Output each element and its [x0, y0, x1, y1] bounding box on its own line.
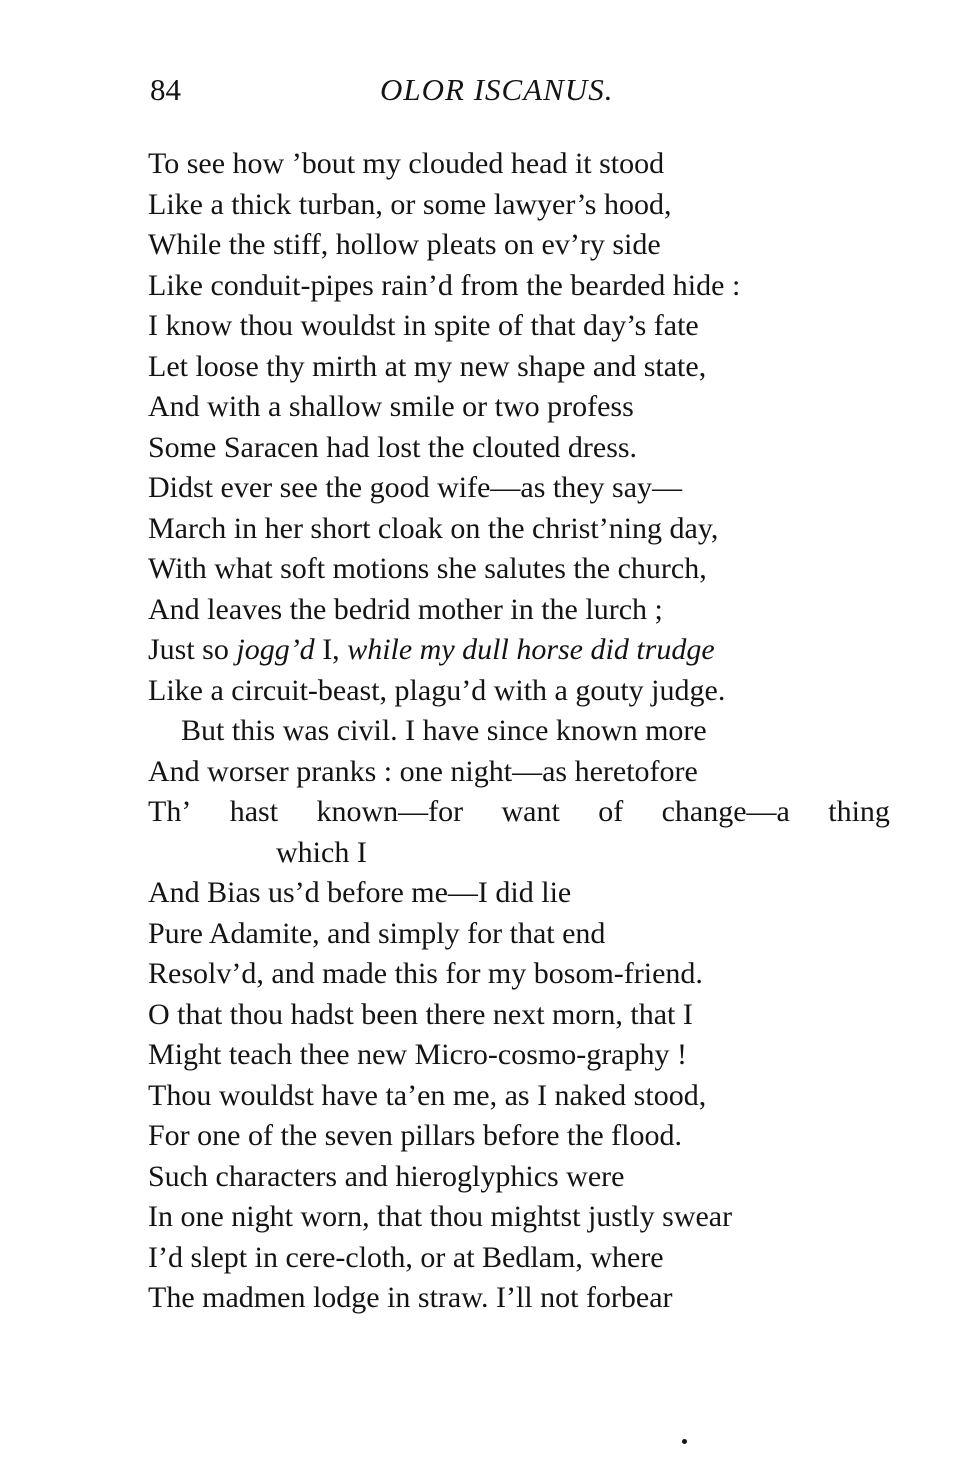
poem-line-mixed-italic — [148, 630, 908, 671]
poem-line: Thou wouldst have ta’en me, as I naked stood, — [148, 1078, 707, 1112]
poem-line: Might teach thee new Micro-cosmo-graphy ! — [148, 1038, 687, 1071]
poem-line: And with a shallow smile or two profess — [148, 390, 634, 423]
poem-line: O that thou hadst been there next morn, that I — [148, 997, 693, 1031]
page-number: 84 — [150, 72, 181, 107]
poem-line: Let loose thy mirth at my new shape and state, — [148, 349, 707, 383]
roman-text: Just so — [148, 633, 237, 666]
poem-line-justified — [148, 792, 890, 833]
poem-line: Resolv’d, and made this for my bosom-friend. — [148, 957, 703, 990]
poem-line: Like a thick turban, or some lawyer’s hood, — [148, 187, 672, 221]
poem-line: Such characters and hieroglyphics were — [148, 1159, 625, 1193]
poem-line: And leaves the bedrid mother in the lurch ; — [148, 592, 663, 626]
poem-line: I know thou wouldst in spite of that day’s fate — [148, 309, 699, 342]
ink-speck — [682, 1439, 687, 1444]
poem-line: And worser pranks : one night—as heretofore — [148, 754, 698, 788]
word: hast — [229, 795, 279, 828]
poem-line: Pure Adamite, and simply for that end — [148, 916, 606, 950]
italic-text: jogg’d — [236, 633, 315, 666]
poem-line: To see how ’bout my clouded head it stood — [148, 147, 665, 180]
poem-text — [148, 144, 908, 1319]
poem-line: With what soft motions she salutes the church, — [148, 552, 707, 585]
poem-line: Like conduit-pipes rain’d from the bearded hide : — [148, 268, 741, 302]
poem-line: Like a circuit-beast, plagu’d with a gouty judge. — [148, 673, 726, 707]
poem-line: March in her short cloak on the christ’ning day, — [148, 511, 719, 545]
poem-line: And Bias us’d before me—I did lie — [148, 876, 572, 909]
poem-line: In one night worn, that thou mightst justly swear — [148, 1200, 733, 1233]
poem-line-turnover: which I — [276, 835, 367, 869]
poem-line: For one of the seven pillars before the flood. — [148, 1119, 683, 1152]
poem-line-paragraph-start: But this was civil. I have since known more — [181, 714, 707, 747]
page-header — [150, 70, 850, 114]
word: known—for — [316, 795, 464, 828]
poem-line: I’d slept in cere-cloth, or at Bedlam, where — [148, 1240, 664, 1274]
poem-line: The madmen lodge in straw. I’ll not forbear — [148, 1281, 673, 1314]
poem-line: Didst ever see the good wife—as they say— — [148, 471, 683, 504]
word: change—a — [661, 795, 790, 828]
poem-line: While the stiff, hollow pleats on ev’ry side — [148, 228, 661, 261]
running-title: OLOR ISCANUS. — [380, 72, 614, 107]
poem-line: Some Saracen had lost the clouted dress. — [148, 430, 638, 464]
roman-text: I, — [314, 633, 348, 666]
italic-text: while my dull horse did trudge — [347, 633, 715, 666]
word: Th’ — [148, 795, 192, 828]
word: want — [501, 795, 560, 828]
word: of — [598, 795, 624, 828]
word: thing — [828, 795, 890, 828]
